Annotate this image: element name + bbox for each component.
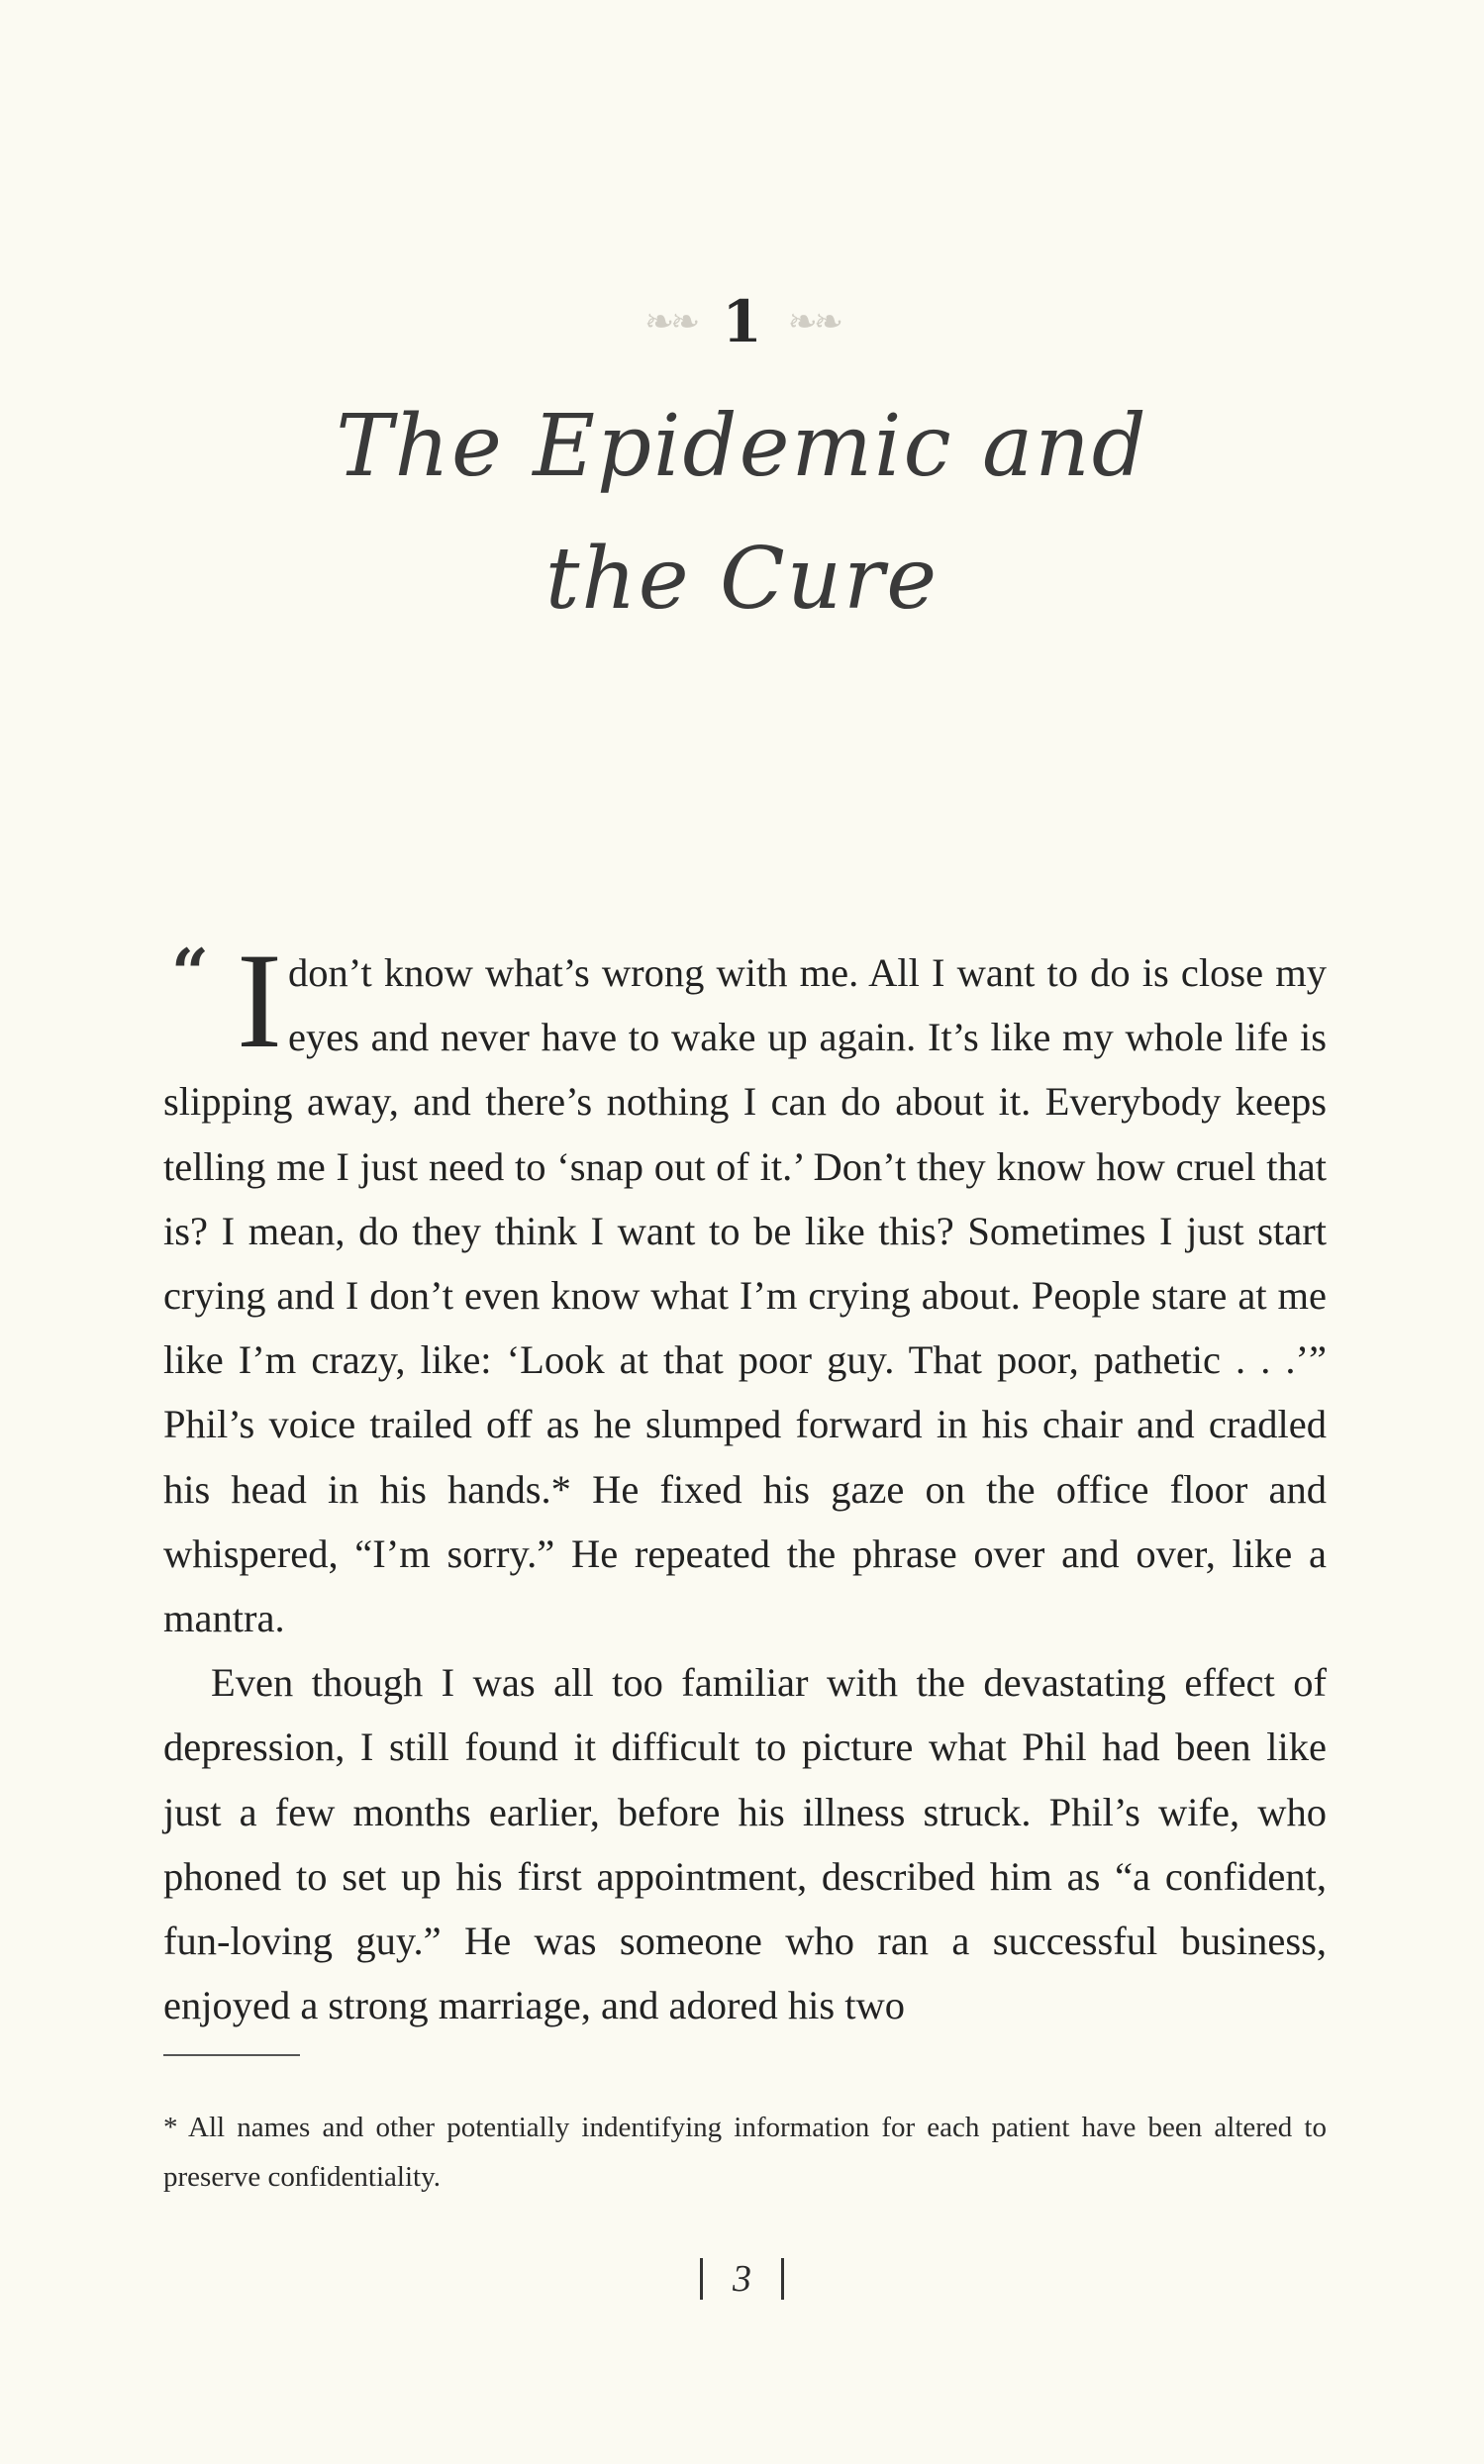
left-ornament-icon: ❧❧ xyxy=(643,301,697,343)
chapter-number-row xyxy=(0,277,1484,366)
chapter-title xyxy=(0,380,1484,645)
opening-quote-mark: “ xyxy=(171,935,209,1012)
paragraph-2: Even though I was all too familiar with the devastating effect of depression, I still found it difficult to picture what Phil had been like just a few months earlier, before his illness struck. Phil’s wife, who phoned to set up his first appointment, described him as “a confident, fun-loving guy.” He was someone who ran a successful business, enjoyed a strong marriage, and adored his two xyxy=(163,1660,1327,2028)
footnote-divider xyxy=(163,2054,300,2056)
paragraph-1-text: don’t know what’s wrong with me. All I want to do is close my eyes and never have to wake up again. It’s like my whole life is slipping away, and there’s nothing I can do about it. Everybody keeps telling me I just need to ‘snap out of it.’ Don’t they know how cruel that is? I mean, do they think I want to be like this? Sometimes I just start crying and I don’t even know what I’m crying about. People stare at me like I’m crazy, like: ‘Look at that poor guy. That poor, pathetic . . .’” Phil’s voice trailed off as he slumped forward in his chair and cradled his head in his hands.* He fixed his gaze on the office floor and whispered, “I’m sorry.” He repeated the phrase over and over, like a mantra. xyxy=(163,950,1327,1641)
chapter-number: 1 xyxy=(722,288,762,355)
chapter-heading xyxy=(0,277,1484,645)
page-number: 3 xyxy=(733,2258,751,2300)
page-footer xyxy=(0,2257,1484,2301)
right-ornament-icon: ❧❧ xyxy=(787,301,840,343)
page-number-right-bar xyxy=(781,2258,784,2300)
footnote: * All names and other potentially indentifying information for each patient have been altered to preserve confidentiality. xyxy=(163,2112,1327,2193)
chapter-title-line-2: the Cure xyxy=(544,530,940,629)
page-number-left-bar xyxy=(700,2258,703,2300)
chapter-title-line-1: The Epidemic and xyxy=(336,397,1148,496)
drop-cap: I xyxy=(237,925,282,1076)
body-text xyxy=(163,925,1327,2037)
paragraph-1 xyxy=(163,925,1327,1650)
